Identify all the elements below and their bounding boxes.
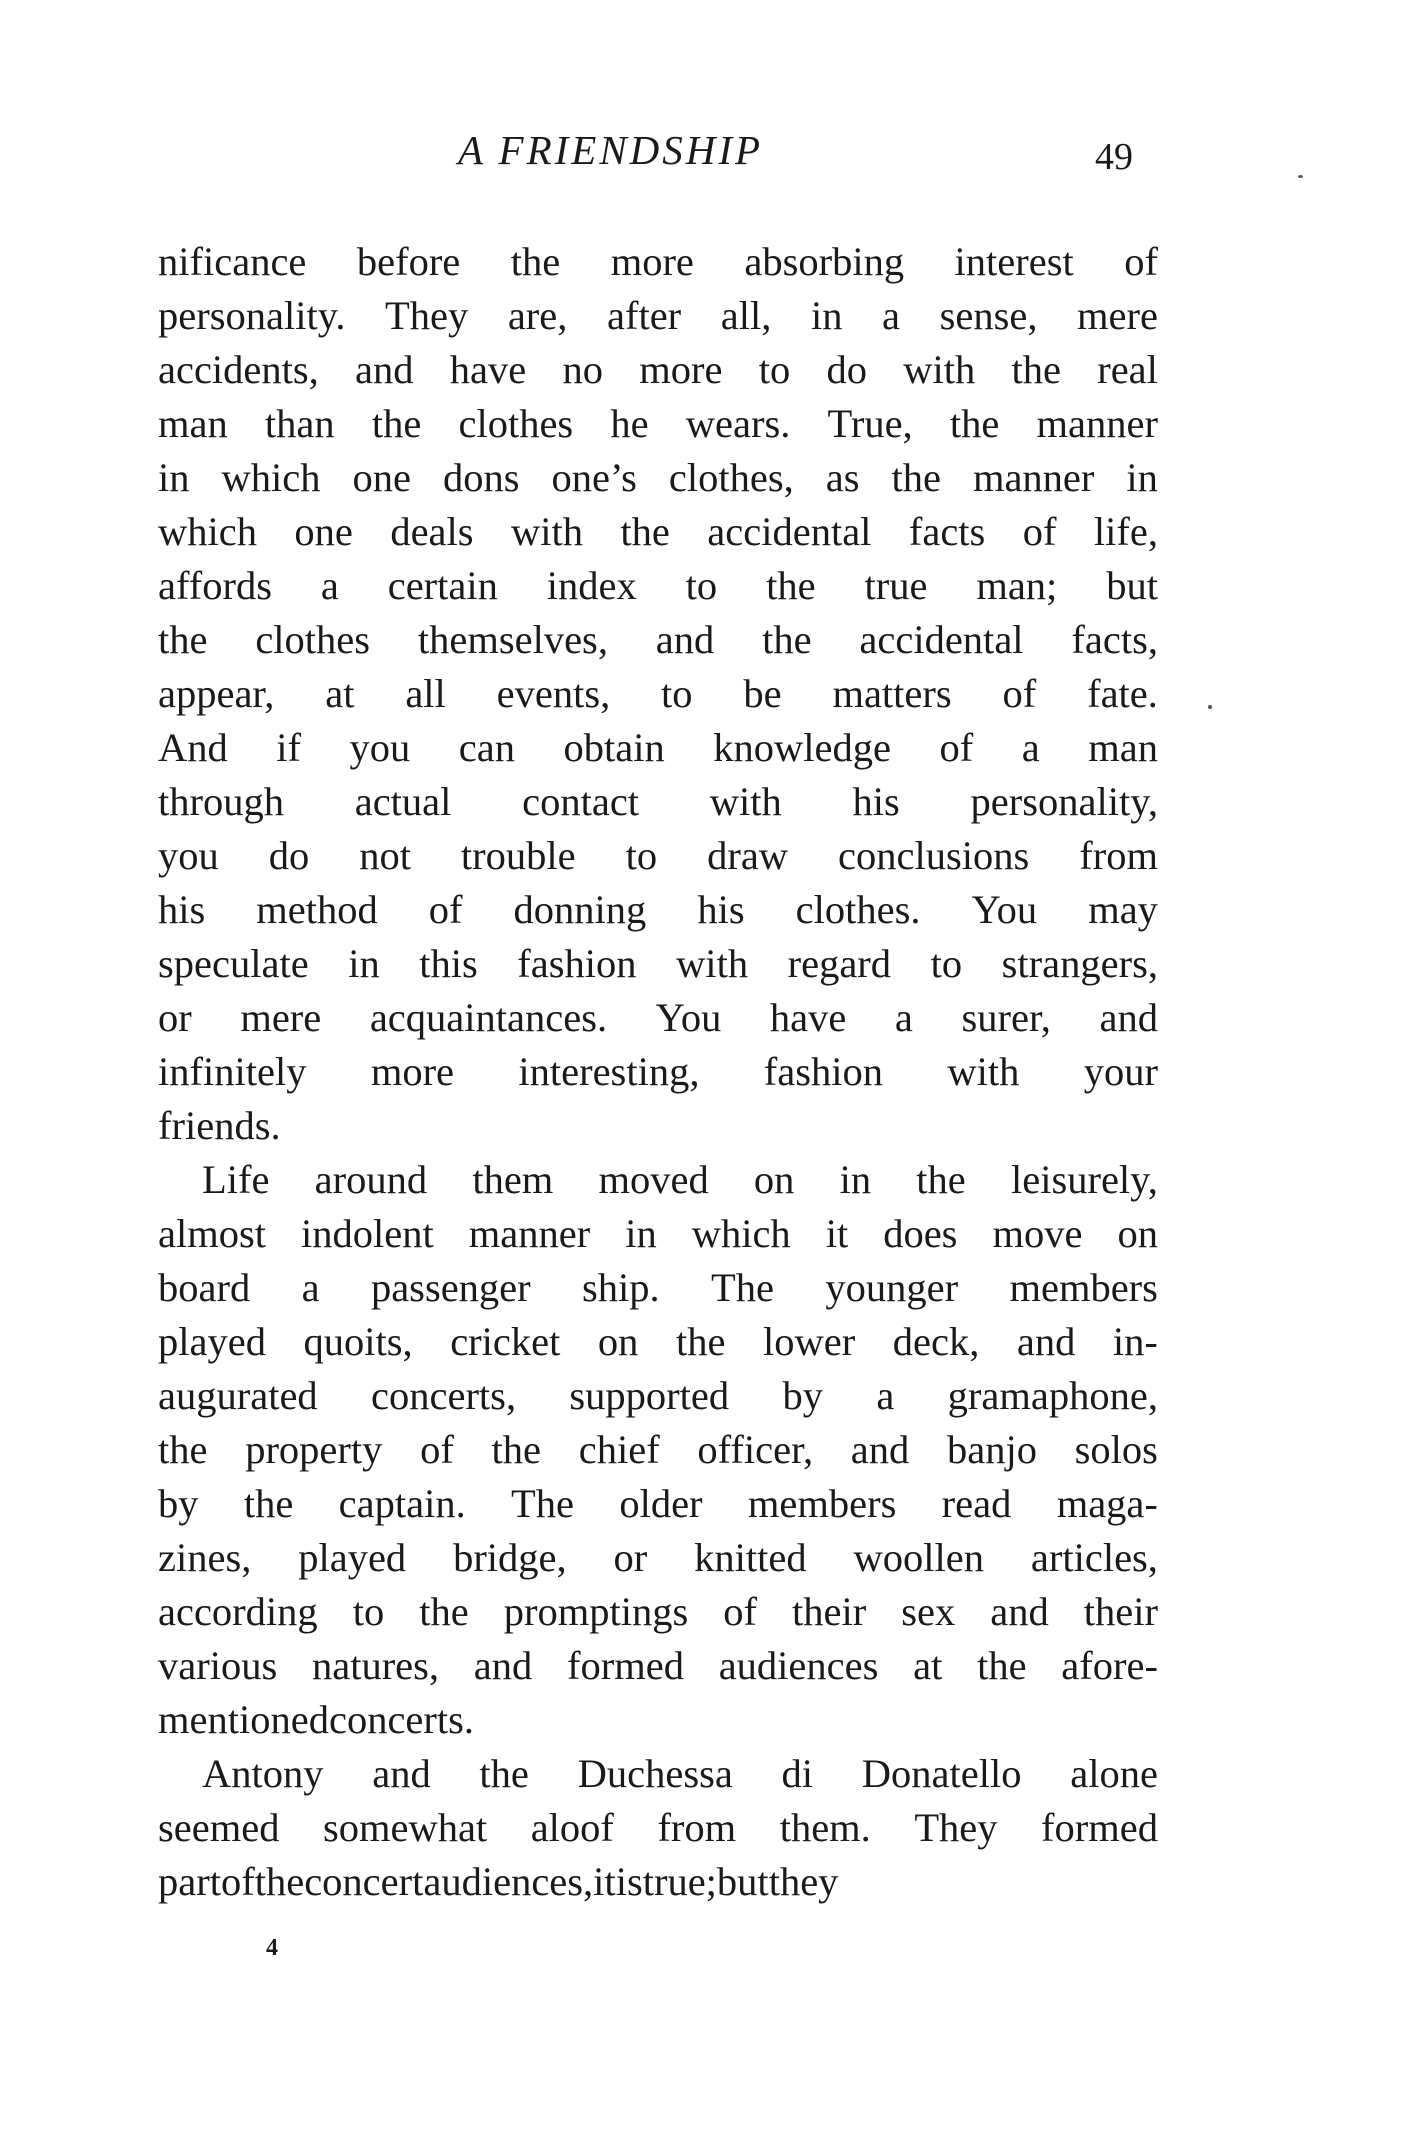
word: with [947,1049,1020,1094]
word: afore- [1061,1643,1158,1688]
word: and [990,1589,1049,1634]
word: at [325,671,355,716]
word: a [320,563,339,608]
word: one’s [551,455,637,500]
word: concerts, [371,1373,517,1418]
print-speck [1298,175,1303,178]
word: matters [832,671,952,716]
word: real [1097,347,1158,392]
text-line [158,1477,1158,1531]
word: clothes [458,401,574,446]
word: alone [1070,1751,1158,1796]
word: man; [976,563,1058,608]
word: obtain [563,725,665,770]
word: quoits, [303,1319,413,1364]
word: captain. [338,1481,466,1526]
word: themselves, [417,617,608,662]
word: true [864,563,928,608]
word: various [158,1643,278,1688]
word: True, [827,401,913,446]
word: have [769,995,847,1040]
word: concert [304,1859,424,1904]
word: before [356,239,461,284]
word: true; [642,1859,717,1904]
word: all [405,671,446,716]
word: method [256,887,378,932]
word: with [903,347,976,392]
word: does [883,1211,958,1256]
word: manner [972,455,1095,500]
word: They [385,293,469,338]
word: personality, [970,779,1158,824]
word: a [301,1265,320,1310]
word: And [158,725,228,770]
word: nificance [158,239,307,284]
word: the [977,1643,1027,1688]
word: and [473,1643,533,1688]
word: bridge, [453,1535,567,1580]
word: regard [787,941,892,986]
text-line [158,613,1158,667]
text-line [158,1369,1158,1423]
word: Duchessa [577,1751,733,1796]
word: fashion [763,1049,884,1094]
word: The [711,1265,774,1310]
text-line [158,1693,1158,1747]
word: to [625,833,658,878]
word: cricket [450,1319,561,1364]
word: trouble [460,833,576,878]
word: to [930,941,963,986]
print-speck [1208,705,1212,709]
word: actual [354,779,452,824]
word: dons [442,455,520,500]
word: chief [578,1427,660,1472]
word: a [876,1373,895,1418]
word: part [158,1859,221,1904]
word: members [1009,1265,1158,1310]
text-line [158,1585,1158,1639]
word: the [510,239,561,284]
word: man [1088,725,1158,770]
word: facts, [1071,617,1158,662]
word: deals [390,509,474,554]
word: ship. [582,1265,660,1310]
word: read [941,1481,1012,1526]
word: articles, [1030,1535,1158,1580]
word: interesting, [518,1049,700,1094]
word: events, [496,671,611,716]
word: at [913,1643,943,1688]
word: mere [240,995,322,1040]
word: them [472,1157,554,1202]
word: clothes. [795,887,921,932]
word: the [949,401,1000,446]
word: sense, [939,293,1038,338]
word: certain [387,563,498,608]
word: from [1079,833,1158,878]
word: The [511,1481,574,1526]
paragraph [158,235,1158,1153]
word: a [882,293,901,338]
word: fate. [1087,671,1158,716]
word: in [1126,455,1158,500]
word: in [158,455,190,500]
word: they [768,1859,839,1904]
word: banjo [946,1427,1037,1472]
word: manner [468,1211,591,1256]
word: not [359,833,411,878]
word: one [294,509,353,554]
word: appear, [158,671,275,716]
text-line [158,451,1158,505]
word: They [914,1805,998,1850]
word: and [655,617,715,662]
word: the [766,563,816,608]
word: their [1083,1589,1158,1634]
word: property [245,1427,383,1472]
word: your [1083,1049,1158,1094]
word: solos [1074,1427,1158,1472]
word: or [613,1535,648,1580]
word: wears. [685,401,791,446]
word: the [675,1319,726,1364]
text-line [158,559,1158,613]
word: more [370,1049,455,1094]
word: more [639,347,723,392]
word: on [597,1319,639,1364]
word: audiences, [423,1859,594,1904]
word: clothes [255,617,371,662]
word: draw [707,833,789,878]
word: of [939,725,974,770]
word: surer, [961,995,1051,1040]
word: acquaintances. [369,995,608,1040]
paragraph [158,1153,1158,1747]
word: the [491,1427,542,1472]
word: fashion [517,941,637,986]
text-line [158,343,1158,397]
word: manner [1036,401,1158,446]
word: move [992,1211,1083,1256]
text-line [158,1423,1158,1477]
text-line [158,1153,1158,1207]
word: are, [507,293,568,338]
word: moved [598,1157,709,1202]
word: officer, [697,1427,814,1472]
text-line [158,937,1158,991]
word: one [352,455,411,500]
word: or [158,995,192,1040]
word: the [891,455,941,500]
word: on [1117,1211,1158,1256]
word: accidental [859,617,1024,662]
word: supported [569,1373,730,1418]
text-line [158,991,1158,1045]
word: the [762,617,812,662]
word: by [782,1373,823,1418]
word: may [1088,887,1158,932]
text-line [158,1261,1158,1315]
word: do [826,347,867,392]
word: knowledge [713,725,891,770]
word: indolent [301,1211,434,1256]
word: passenger [370,1265,531,1310]
word: by [158,1481,199,1526]
text-line [158,1207,1158,1261]
word: sex [901,1589,956,1634]
word: the [620,509,670,554]
word: it [825,1211,849,1256]
text-line [158,397,1158,451]
word: formed [567,1643,684,1688]
word: which [691,1211,791,1256]
paragraph [158,1747,1158,1909]
word: more [610,239,694,284]
word: played [158,1319,266,1364]
word: the [158,1427,208,1472]
word: with [676,941,749,986]
word: it [593,1859,616,1904]
word: and [850,1427,910,1472]
word: somewhat [322,1805,488,1850]
word: them. [779,1805,871,1850]
word: he [610,401,649,446]
word: of [1022,509,1057,554]
text-line [158,829,1158,883]
word: and [372,1751,431,1796]
text-line [158,1639,1158,1693]
word: than [264,401,335,446]
text-line [158,1747,1158,1801]
word: di [781,1751,814,1796]
word: index [546,563,637,608]
word: mentioned [158,1697,329,1742]
word: on [753,1157,795,1202]
word: if [276,725,302,770]
word: life, [1093,509,1158,554]
text-line [158,289,1158,343]
word: of [220,1859,255,1904]
word: Donatello [861,1751,1022,1796]
word: and [1016,1319,1076,1364]
word: all, [720,293,772,338]
word: a [894,995,913,1040]
text-line [158,667,1158,721]
body-text [158,235,1158,1909]
word: accidental [707,509,872,554]
word: personality. [158,293,346,338]
word: you [158,833,219,878]
word: but [716,1859,769,1904]
word: the [916,1157,966,1202]
word: mere [1077,293,1158,338]
word: have [449,347,527,392]
text-line [158,1531,1158,1585]
word: to [661,671,693,716]
word: board [158,1265,251,1310]
word: leisurely, [1010,1157,1158,1202]
word: in [839,1157,872,1202]
word: younger [825,1265,959,1310]
text-line [158,1315,1158,1369]
word: Antony [202,1751,324,1796]
word: maga- [1056,1481,1158,1526]
word: contact [522,779,640,824]
word: deck, [892,1319,980,1364]
word: his [158,887,206,932]
word: be [743,671,782,716]
word: zines, [158,1535,252,1580]
word: according [158,1589,318,1634]
word: older [619,1481,703,1526]
word: promptings [503,1589,689,1634]
word: can [458,725,515,770]
word: of [1002,671,1037,716]
word: around [314,1157,428,1202]
word: audiences [718,1643,879,1688]
word: conclusions [838,833,1030,878]
word: as [825,455,860,500]
word: friends. [158,1103,281,1148]
word: woollen [853,1535,984,1580]
word: with [510,509,583,554]
text-line [158,235,1158,289]
text-line [158,1855,1158,1909]
word: which [221,455,321,500]
text-line [158,505,1158,559]
signature-mark: 4 [266,1935,278,1961]
word: You [971,887,1038,932]
word: knitted [694,1535,807,1580]
word: members [747,1481,897,1526]
word: and [355,347,414,392]
word: You [655,995,722,1040]
word: is [615,1859,643,1904]
word: strangers, [1001,941,1158,986]
word: the [479,1751,529,1796]
text-line [158,1801,1158,1855]
word: do [268,833,310,878]
word: you [349,725,411,770]
word: in [625,1211,657,1256]
word: absorbing [744,239,905,284]
word: aloof [530,1805,614,1850]
word: the [1011,347,1061,392]
word: donning [513,887,647,932]
word: Life [202,1157,270,1202]
word: of [428,887,463,932]
word: speculate [158,941,309,986]
word: but [1106,563,1158,608]
text-line [158,1099,1158,1153]
word: interest [954,239,1074,284]
word: which [158,509,257,554]
word: no [562,347,603,392]
word: formed [1041,1805,1158,1850]
word: to [758,347,791,392]
word: to [685,563,718,608]
word: man [158,401,228,446]
word: after [606,293,682,338]
text-line [158,1045,1158,1099]
word: a [1021,725,1040,770]
word: the [243,1481,294,1526]
word: this [419,941,478,986]
word: in- [1112,1319,1158,1364]
word: accidents, [158,347,319,392]
word: affords [158,563,272,608]
word: facts [908,509,986,554]
word: in [348,941,380,986]
page-number: 49 [1095,136,1133,178]
word: the [254,1859,305,1904]
word: the [371,401,422,446]
word: clothes, [668,455,794,500]
word: played [298,1535,407,1580]
word: the [158,617,208,662]
text-line [158,775,1158,829]
word: of [723,1589,757,1634]
word: from [657,1805,737,1850]
running-head-title: A FRIENDSHIP [458,127,764,173]
word: his [852,779,900,824]
word: the [419,1589,469,1634]
word: and [1099,995,1158,1040]
text-line [158,883,1158,937]
word: almost [158,1211,266,1256]
word: of [420,1427,454,1472]
word: gramaphone, [947,1373,1158,1418]
word: natures, [311,1643,440,1688]
word: of [1124,239,1158,284]
word: infinitely [158,1049,307,1094]
word: augurated [158,1373,318,1418]
word: with [709,779,782,824]
word: their [792,1589,867,1634]
word: to [352,1589,385,1634]
word: concerts. [328,1697,475,1742]
word: in [810,293,843,338]
word: his [697,887,745,932]
word: lower [763,1319,856,1364]
text-line [158,721,1158,775]
word: seemed [158,1805,280,1850]
word: through [158,779,284,824]
